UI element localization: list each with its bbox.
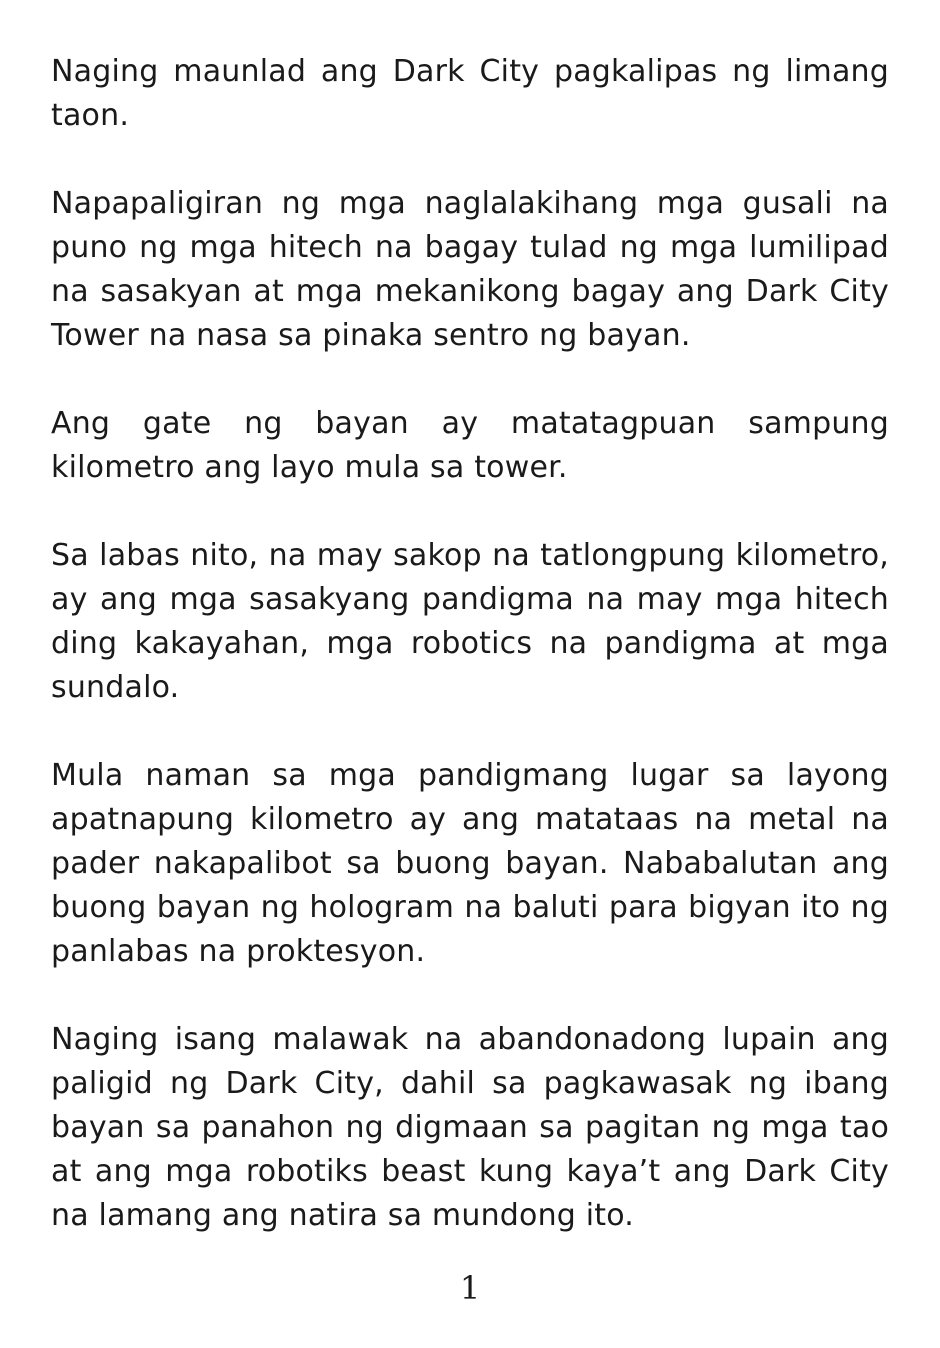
paragraph: Sa labas nito, na may sakop na tatlongpung kilometro, ay ang mga sasakyang pandigma na may mga hitech ding kakayahan, mga robotics na pandigma at mga sundalo. <box>51 538 889 705</box>
paragraph: Naging maunlad ang Dark City pagkalipas ng limang taon. <box>51 54 889 133</box>
paragraph: Naging isang malawak na abandonadong lupain ang paligid ng Dark City, dahil sa pagkawasak ng ibang bayan sa panahon ng digmaan sa pagitan ng mga tao at ang mga robotiks beast kung kaya’t ang Dark City na lamang ang natira sa mundong ito. <box>51 1022 889 1233</box>
paragraph: Mula naman sa mga pandigmang lugar sa layong apatnapung kilometro ay ang matataas na metal na pader nakapalibot sa buong bayan. Nababalutan ang buong bayan ng hologram na baluti para bigyan ito ng panlabas na proktesyon. <box>51 758 889 969</box>
paragraph: Napapaligiran ng mga naglalakihang mga gusali na puno ng mga hitech na bagay tulad ng mga lumilipad na sasakyan at mga mekanikong bagay ang Dark City Tower na nasa sa pinaka sentro ng bayan. <box>51 186 889 353</box>
paragraph: Ang gate ng bayan ay matatagpuan sampung kilometro ang layo mula sa tower. <box>51 406 889 485</box>
page-number: 1 <box>459 1269 481 1307</box>
document-body <box>51 50 889 1238</box>
